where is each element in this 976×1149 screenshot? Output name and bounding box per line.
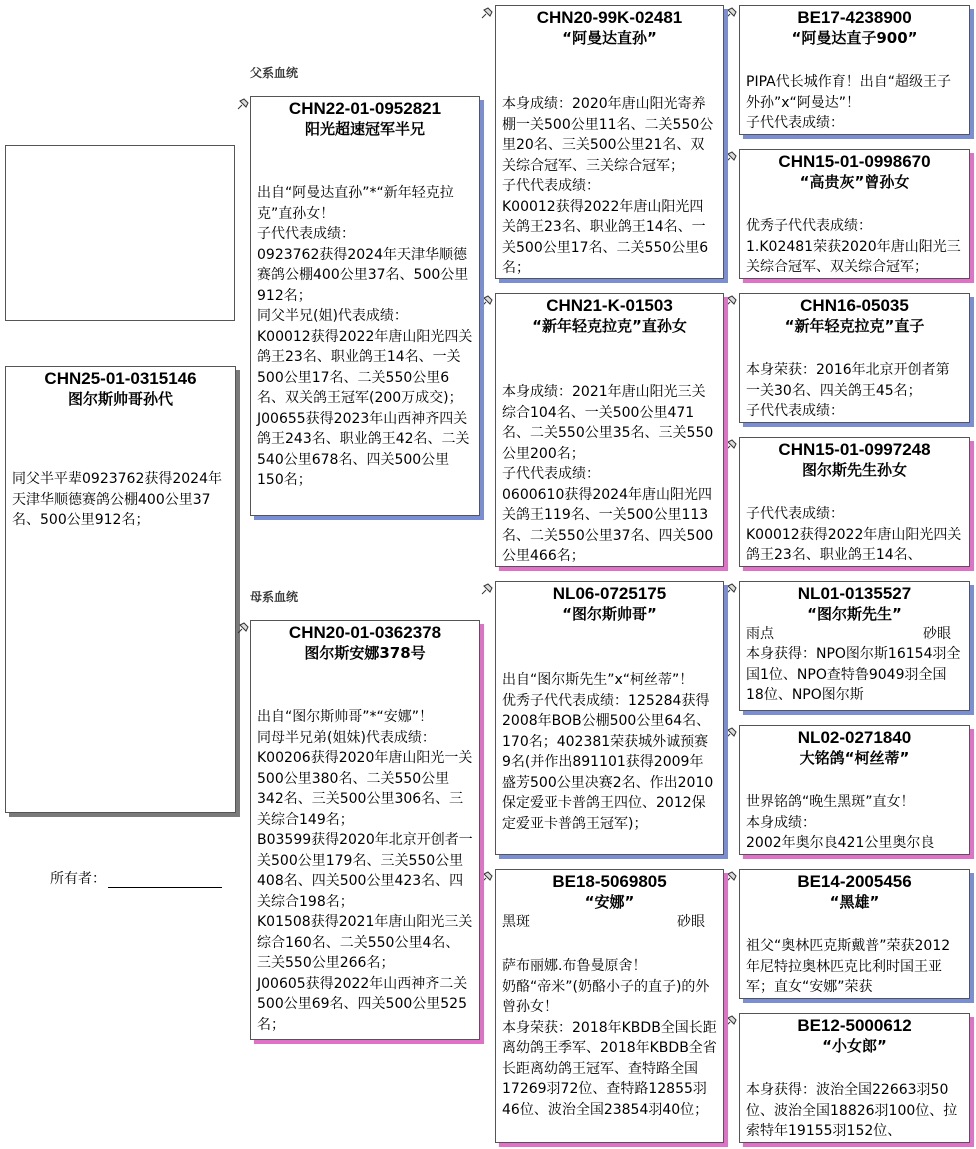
pedigree-body: 出自“图尔斯先生”x“柯丝蒂”！ 优秀子代代表成绩：125284获得2008年BOB公棚500公里64名、170名；402381荣获城外诚预赛9名(并作出891101获得2009年盛芳500公里决赛2名、作出2010保定爱亚卡普鸽王四位、2012保定爱亚卡普鸽王冠军)； [502, 672, 714, 832]
gen4-card-2 [739, 149, 970, 279]
subject-name: 图尔斯帅哥孙代 [67, 390, 173, 408]
pushpin-icon [724, 726, 738, 740]
pedigree-ring: CHN15-01-0997248 [778, 440, 931, 459]
paternal-label: 父系血统 [250, 66, 299, 80]
pushpin-icon [236, 97, 250, 111]
pushpin-icon [724, 294, 738, 308]
pedigree-name: “高贵灰”曾孙女 [799, 173, 910, 191]
pedigree-ring: BE18-5069805 [552, 872, 667, 891]
pedigree-ring: BE12-5000612 [797, 1016, 912, 1035]
pushpin-icon [724, 1014, 738, 1028]
pushpin-icon [724, 438, 738, 452]
pedigree-name: 大铭鸽“柯丝蒂” [799, 749, 910, 767]
pedigree-ring: CHN21-K-01503 [546, 296, 673, 315]
pedigree-body: 本身成绩：2021年唐山阳光三关综合104名、一关500公里471名、二关550公里35名、三关550公里200名； 子代代表成绩： 0600610获得2024年唐山阳光四关鸽王119名、一关500公里113名、二关550公里37名、四关500公里466名； [502, 384, 714, 564]
gen3-card-4 [495, 869, 724, 1143]
gen4-card-7 [739, 869, 970, 999]
eye-type: 砂眼 [923, 626, 951, 642]
gen3-card-1 [495, 5, 724, 279]
pedigree-body: 本身成绩：2020年唐山阳光寄养棚一关500公里11名、二关550公里20名、三关500公里21名、双关综合冠军、三关综合冠军； 子代代表成绩： K00012获得2022年唐山阳光四关鸽王23名、职业鸽王14名、一关500公里17名、二关550公里6名； [502, 96, 714, 276]
pedigree-name: “图尔斯帅哥” [562, 605, 657, 623]
feather-color: 黑斑 [502, 914, 530, 930]
pushpin-icon [724, 150, 738, 164]
pedigree-body: 本身获得：波治全国22663羽50位、波治全国18826羽100位、拉索特年19155羽152位、 [746, 1082, 958, 1139]
pushpin-icon [724, 870, 738, 884]
pedigree-name: “阿曼达直孙” [562, 29, 657, 47]
pedigree-ring: NL02-0271840 [797, 728, 912, 747]
pedigree-body: PIPA代长城作育！出自“超级王子外孙”x“阿曼达”！ 子代代表成绩： [746, 74, 951, 131]
owner-line [108, 873, 222, 888]
pushpin-icon [724, 6, 738, 20]
dam-name: 图尔斯安娜378号 [304, 644, 426, 662]
dam-ring: CHN20-01-0362378 [288, 623, 442, 642]
gen4-card-8 [739, 1013, 970, 1143]
feather-color: 雨点 [746, 626, 774, 642]
sire-ring: CHN22-01-0952821 [288, 99, 442, 118]
pedigree-ring: CHN16-05035 [800, 296, 909, 315]
sire-body: 出自“阿曼达直孙”*“新年轻克拉克”直孙女！ 子代代表成绩： 0923762获得2024年天津华顺德赛鸽公棚400公里37名、500公里912名； 同父半兄(姐)代表成绩： K00012获得2022年唐山阳光四关鸽王23名、职业鸽王14名、一关500公里17名、二关550公里6名、双关鸽王冠军(200万成交)； J00655获得2023年山西神齐四关鸽王243名、职业鸽王42名、二关540公里678名、四关500公里150名； [257, 185, 473, 488]
gen4-card-5 [739, 581, 970, 711]
photo-box [5, 145, 235, 321]
pedigree-name: “小女郎” [822, 1037, 887, 1055]
pedigree-name: 图尔斯先生孙女 [801, 461, 907, 479]
sire-card [250, 96, 480, 516]
pedigree-ring: BE17-4238900 [797, 8, 912, 27]
pushpin-icon [480, 294, 494, 308]
color-eye-row [496, 912, 723, 932]
gen4-card-3 [739, 293, 970, 423]
pedigree-body: 本身荣获：2016年北京开创者第一关30名、四关鸽王45名； 子代代表成绩： [746, 362, 950, 419]
pedigree-body: 祖父“奥林匹克斯戴普”荣获2012年尼特拉奥林匹克比利时国王亚军；直女“安娜”荣获 [746, 938, 951, 995]
pushpin-icon [480, 870, 494, 884]
color-eye-row [740, 624, 969, 644]
dam-body: 出自“图尔斯帅哥”*“安娜”！ 同母半兄弟(姐妹)代表成绩： K00206获得2020年唐山阳光一关500公里380名、二关550公里342名、三关500公里306名、三关综合149名； B03599获得2020年北京开创者一关500公里179名、三关550公里408名、四关500公里423名、四关综合198名； K01508获得2021年唐山阳光三关综合160名、二关550公里4名、三关550公里266名； J00605获得2022年山西神齐二关500公里69名、四关500公里525名； [257, 709, 473, 1033]
pushpin-icon [236, 621, 250, 635]
gen4-card-4 [739, 437, 970, 567]
gen4-card-6 [739, 725, 970, 855]
subject-body: 同父半平辈0923762获得2024年天津华顺德赛鸽公棚400公里37名、500公里912名； [12, 471, 222, 528]
subject-card [5, 366, 236, 813]
pedigree-ring: CHN20-99K-02481 [536, 8, 683, 27]
owner-field [50, 868, 222, 888]
pedigree-name: “图尔斯先生” [807, 605, 902, 623]
pedigree-name: “阿曼达直子900” [791, 29, 918, 47]
maternal-label: 母系血统 [250, 590, 299, 604]
pedigree-body: 本身获得：NPO图尔斯16154羽全国1位、NPO查特鲁9049羽全国18位、NPO图尔斯 [746, 646, 961, 703]
pedigree-ring: BE14-2005456 [797, 872, 912, 891]
pedigree-name: “新年轻克拉克”直子 [784, 317, 925, 335]
pedigree-name: “黑雄” [829, 893, 880, 911]
pushpin-icon [480, 582, 494, 596]
pedigree-body: 子代代表成绩： K00012获得2022年唐山阳光四关鸽王23名、职业鸽王14名、 [746, 506, 962, 563]
gen3-card-2 [495, 293, 724, 567]
pushpin-icon [480, 6, 494, 20]
gen3-card-3 [495, 581, 724, 855]
pedigree-ring: NL01-0135527 [797, 584, 912, 603]
pedigree-ring: NL06-0725175 [552, 584, 667, 603]
gen4-card-1 [739, 5, 970, 135]
dam-card [250, 620, 480, 1040]
subject-ring: CHN25-01-0315146 [44, 369, 197, 388]
pedigree-body: 优秀子代代表成绩： 1.K02481荣获2020年唐山阳光三关综合冠军、双关综合冠军； [746, 218, 961, 275]
pedigree-name: “新年轻克拉克”直孙女 [532, 317, 687, 335]
eye-type: 砂眼 [677, 914, 705, 930]
pedigree-body: 萨布丽娜.布鲁曼原舍！ 奶酪“帝米”(奶酪小子的直子)的外曾孙女！ 本身荣获：2018年KBDB全国长距离幼鸽王季军、2018年KBDB全省长距离幼鸽王冠军、查特路全国17269羽72位、查特路12855羽46位、波治全国23854羽40位； [502, 958, 717, 1118]
pedigree-name: “安娜” [584, 893, 635, 911]
pushpin-icon [724, 582, 738, 596]
owner-label: 所有者： [50, 871, 106, 887]
pedigree-ring: CHN15-01-0998670 [778, 152, 931, 171]
pedigree-body: 世界铭鸽“晚生黑斑”直女！ 本身成绩： 2002年奥尔良421公里奥尔良 [746, 794, 935, 851]
sire-name: 阳光超速冠军半兄 [304, 120, 425, 138]
